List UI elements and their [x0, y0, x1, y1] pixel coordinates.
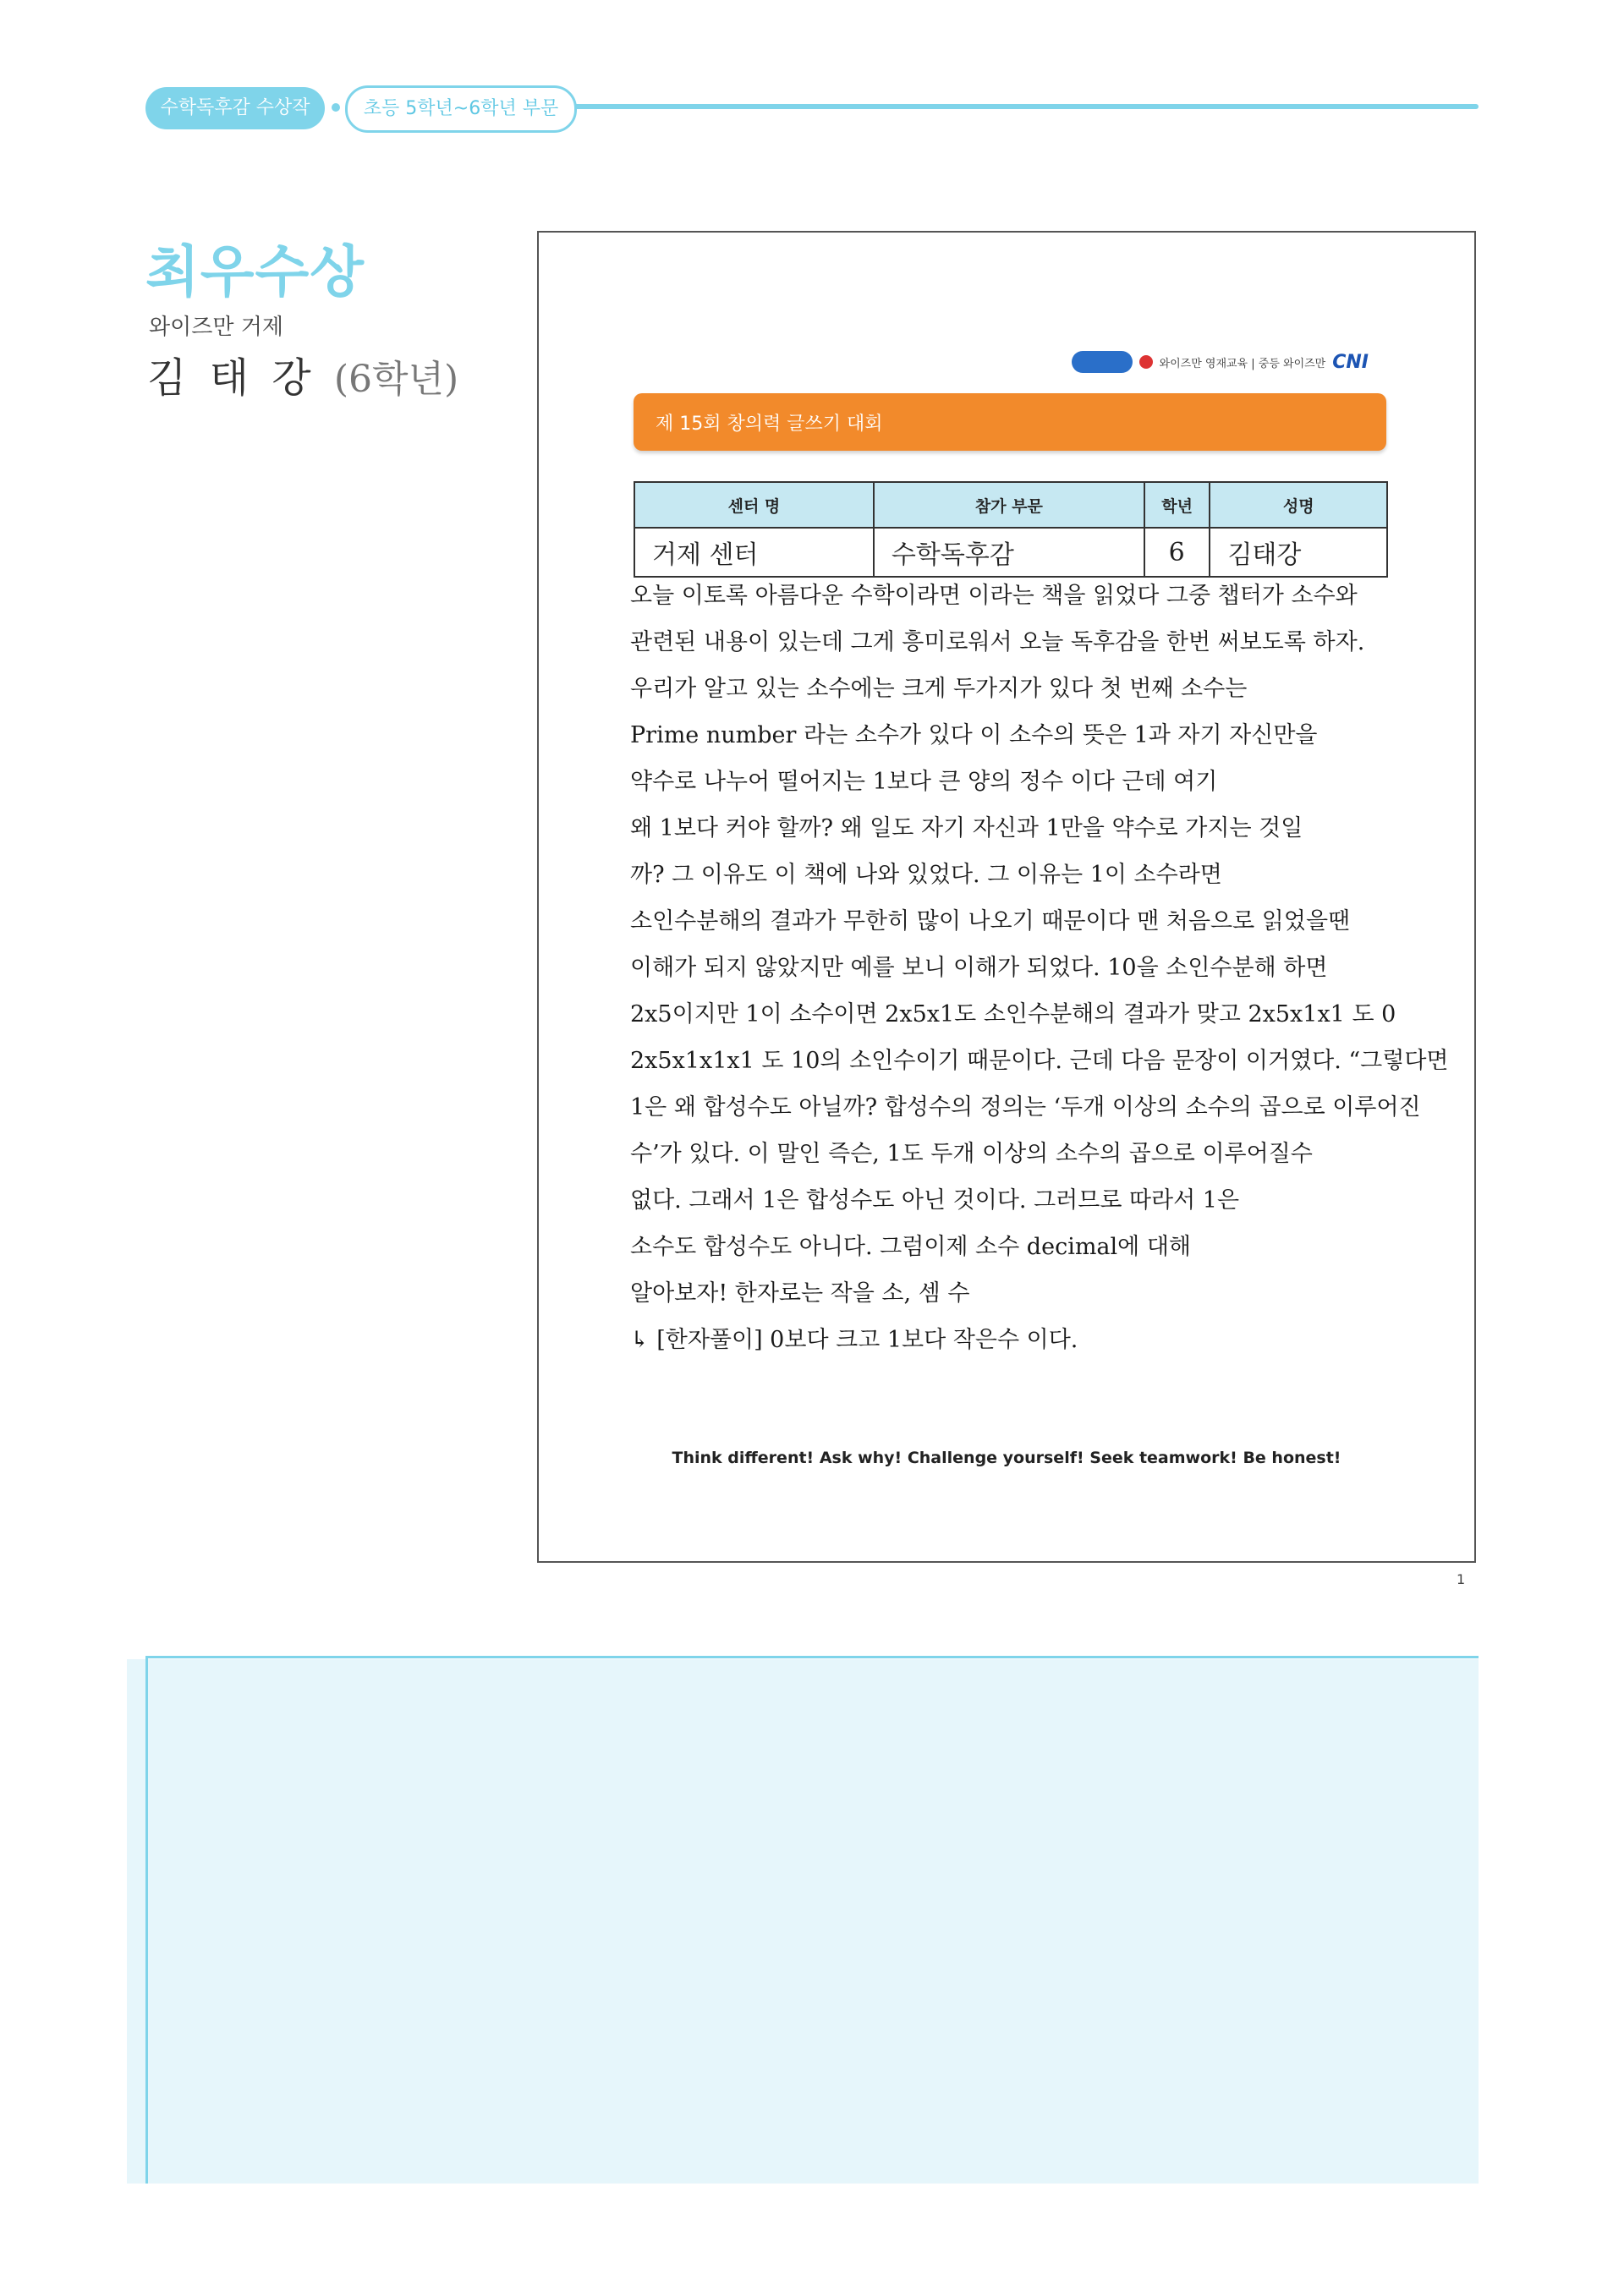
col-category: 참가 부문: [874, 482, 1144, 528]
logo-caption: 와이즈만 영재교육 | 중등 와이즈만: [1159, 357, 1326, 370]
branch-name: 와이즈만 거제: [149, 315, 283, 340]
header-dot: [332, 103, 340, 112]
wiseman-logo-icon: [1072, 351, 1133, 373]
division-pill: 초등 5학년~6학년 부문: [345, 85, 577, 133]
category-pill: 수학독후감 수상작: [145, 87, 325, 129]
essay-line: 우리가 알고 있는 소수에는 크게 두가지가 있다 첫 번째 소수는: [630, 676, 1248, 702]
bottom-panel-top-rule: [145, 1656, 1479, 1658]
col-center: 센터 명: [634, 482, 874, 528]
page-number: 1: [1457, 1571, 1466, 1587]
essay-line: 2x5이지만 1이 소수이면 2x5x1도 소인수분해의 결과가 맞고 2x5x1x1 도 0: [630, 1001, 1396, 1027]
essay-line: 없다. 그래서 1은 합성수도 아닌 것이다. 그러므로 따라서 1은: [630, 1187, 1240, 1214]
table-row: [634, 528, 1387, 577]
essay-line: 관련된 내용이 있는데 그게 흥미로워서 오늘 독후감을 한번 써보도록 하자.: [630, 629, 1365, 655]
essay-line: 소인수분해의 결과가 무한히 많이 나오기 때문이다 맨 처음으로 읽었을땐: [630, 908, 1351, 934]
cell-grade: 6: [1144, 528, 1210, 577]
essay-line: 까? 그 이유도 이 책에 나와 있었다. 그 이유는 1이 소수라면: [630, 862, 1222, 888]
essay-line: 2x5x1x1x1 도 10의 소인수이기 때문이다. 근데 다음 문장이 이거였다. “그렇다면: [630, 1048, 1449, 1074]
bottom-panel: [127, 1659, 1479, 2184]
bottom-panel-left-rule: [145, 1656, 148, 2184]
header-rule: [508, 104, 1479, 109]
essay-line: ↳ [한자풀이] 0보다 크고 1보다 작은수 이다.: [630, 1327, 1078, 1353]
cni-logo: CNI: [1332, 351, 1369, 373]
sponsor-logos: [1072, 351, 1369, 373]
essay-line: 이해가 되지 않았지만 예를 보니 이해가 되었다. 10을 소인수분해 하면: [630, 955, 1328, 981]
cell-name: 김태강: [1210, 528, 1387, 577]
cell-category: 수학독후감: [874, 528, 1144, 577]
student-name: 김 태 강: [147, 354, 316, 402]
table-header-row: [634, 482, 1387, 528]
essay-line: 오늘 이토록 아름다운 수학이라면 이라는 책을 읽었다 그중 챕터가 소수와: [630, 583, 1358, 609]
col-grade: 학년: [1144, 482, 1210, 528]
cell-center: 거제 센터: [634, 528, 874, 577]
contest-title: 제 15회 창의력 글쓰기 대회: [656, 414, 883, 435]
essay-line: 알아보자! 한자로는 작을 소, 셈 수: [630, 1280, 970, 1307]
entry-info-table: [634, 481, 1388, 578]
essay-line: Prime number 라는 소수가 있다 이 소수의 뜻은 1과 자기 자신만을: [630, 722, 1318, 748]
red-emblem-icon: [1139, 355, 1153, 369]
student-grade: (6학년): [333, 358, 459, 401]
handwritten-essay: [630, 573, 1449, 1363]
student-name-line: [147, 345, 458, 403]
essay-scan: [537, 231, 1476, 1563]
essay-line: 왜 1보다 커야 할까? 왜 일도 자기 자신과 1만을 약수로 가지는 것일: [630, 815, 1303, 841]
award-title: 최우수상: [145, 239, 365, 304]
col-name: 성명: [1210, 482, 1387, 528]
essay-line: 1은 왜 합성수도 아닐까? 합성수의 정의는 ‘두개 이상의 소수의 곱으로 이루어진: [630, 1094, 1421, 1121]
motto-footer: Think different! Ask why! Challenge yourself! Seek teamwork! Be honest!: [672, 1449, 1341, 1467]
essay-line: 약수로 나누어 떨어지는 1보다 큰 양의 정수 이다 근데 여기: [630, 769, 1218, 795]
contest-banner: [634, 393, 1386, 451]
essay-line: 수’가 있다. 이 말인 즉슨, 1도 두개 이상의 소수의 곱으로 이루어질수: [630, 1141, 1313, 1167]
essay-line: 소수도 합성수도 아니다. 그럼이제 소수 decimal에 대해: [630, 1234, 1191, 1260]
